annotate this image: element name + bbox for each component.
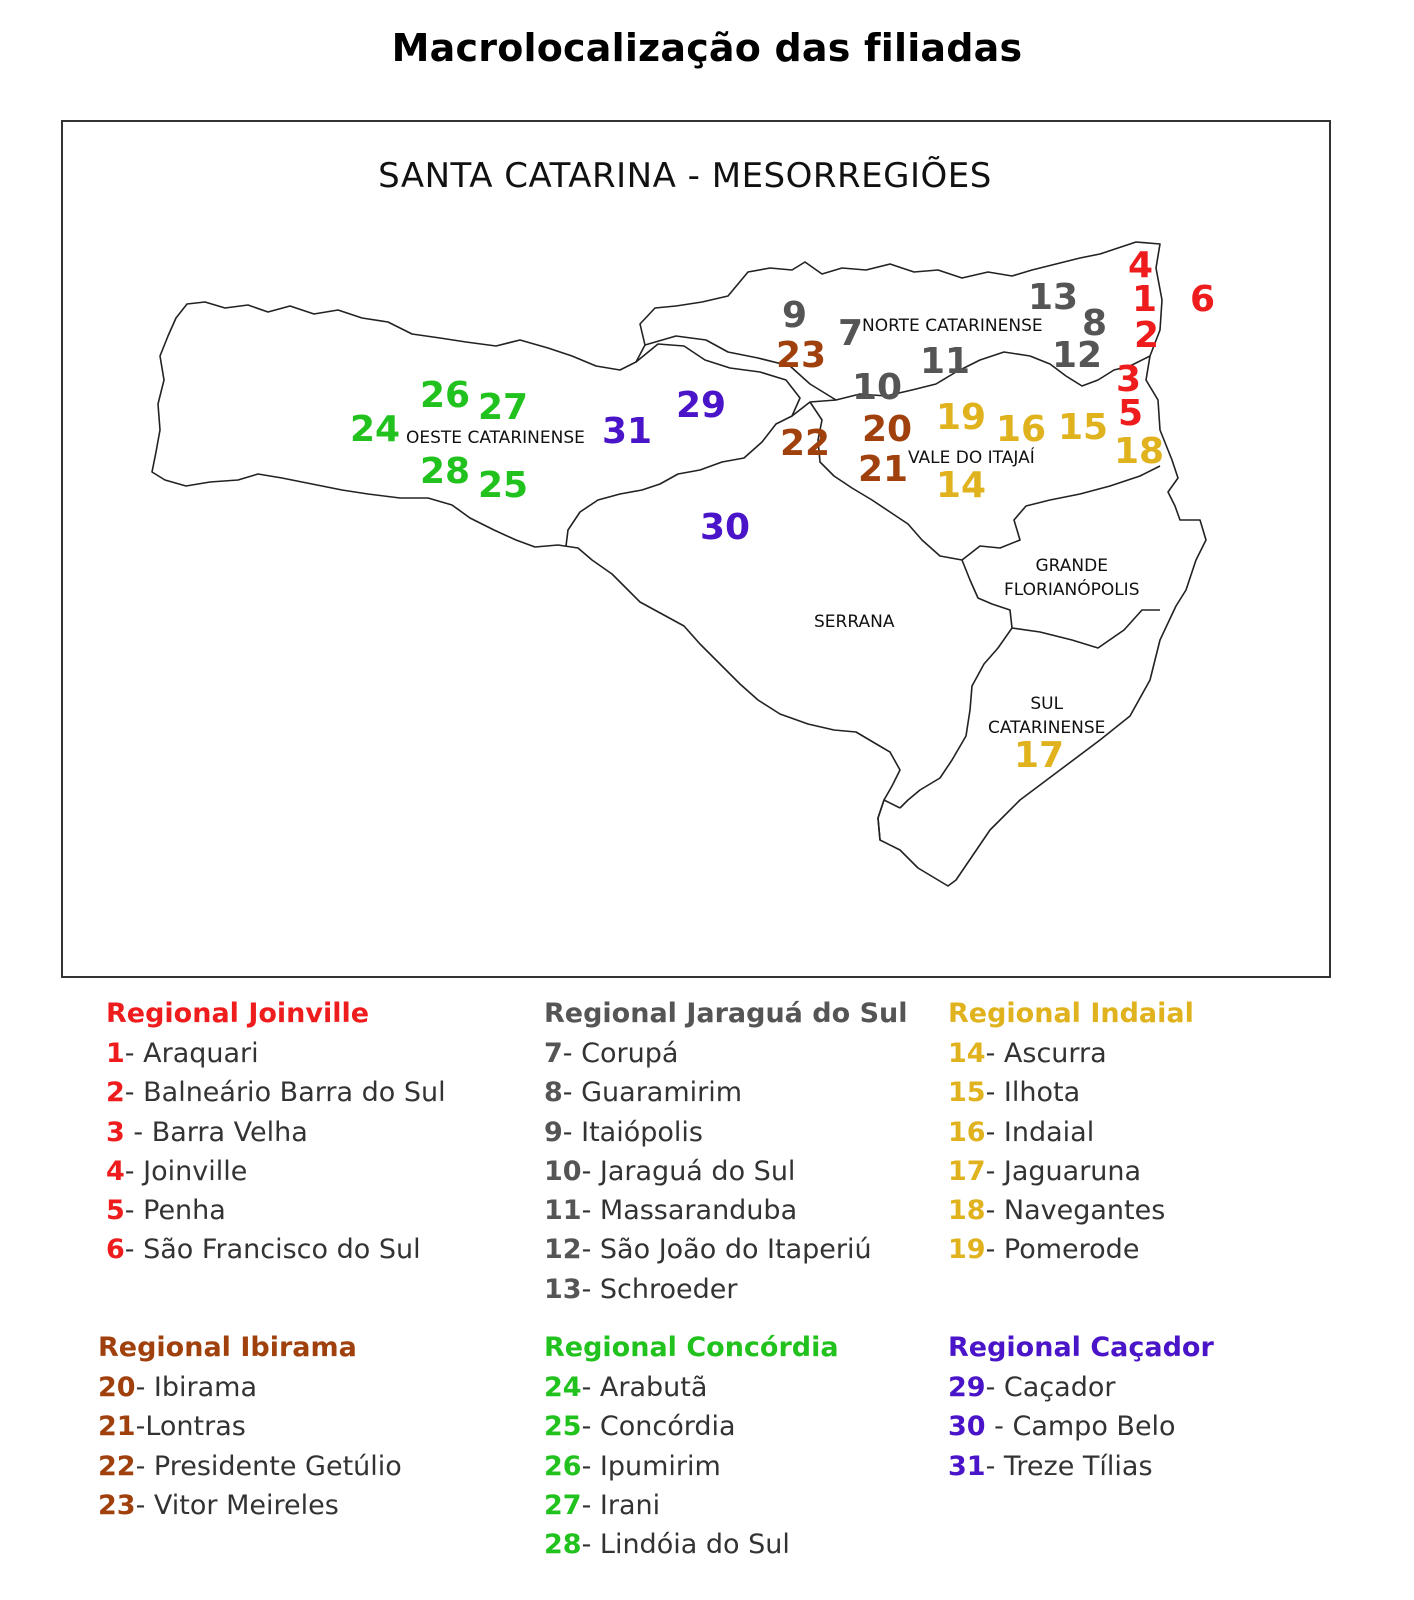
legend-item-number: 21 — [98, 1411, 136, 1443]
mesoregion-line: CATARINENSE — [988, 718, 1106, 738]
legend-item — [948, 1191, 1194, 1230]
legend-item — [544, 1270, 908, 1309]
legend-item — [544, 1230, 908, 1269]
legend-group-indaial — [948, 994, 1194, 1270]
mesoregion-label-norte — [862, 314, 1043, 338]
legend-item-name: - Joinville — [124, 1155, 248, 1187]
legend-group-cacador — [948, 1328, 1214, 1486]
map-marker-10: 10 — [852, 367, 903, 408]
legend-item — [544, 1525, 839, 1564]
legend-item — [948, 1368, 1214, 1407]
legend-item — [106, 1191, 446, 1230]
map-marker-12: 12 — [1052, 335, 1103, 376]
legend-item-name: - Jaguaruna — [985, 1155, 1142, 1187]
legend-item — [544, 1191, 908, 1230]
legend-item — [948, 1152, 1194, 1191]
legend-item — [544, 1073, 908, 1112]
map-marker-7: 7 — [838, 313, 864, 354]
legend-item-name: - São João do Itaperiú — [581, 1234, 872, 1266]
legend-item-number: 13 — [544, 1273, 582, 1305]
mesoregion-line: SUL — [1030, 694, 1064, 714]
map-marker-5: 5 — [1118, 393, 1144, 434]
mesoregion-line: OESTE CATARINENSE — [406, 428, 585, 448]
mesoregion-label-oeste — [406, 426, 585, 450]
map-marker-4: 4 — [1128, 245, 1154, 286]
legend-item-name: - Presidente Getúlio — [135, 1450, 402, 1482]
legend-item — [544, 1368, 839, 1407]
legend-item-number: 17 — [948, 1155, 986, 1187]
legend-item-name: - Concórdia — [581, 1411, 736, 1443]
legend-item-name: - Ascurra — [985, 1038, 1107, 1069]
mesoregion-line: NORTE CATARINENSE — [862, 316, 1043, 336]
map-marker-6: 6 — [1190, 279, 1216, 320]
legend-item — [98, 1407, 402, 1446]
legend-item — [544, 1152, 908, 1191]
legend-item-name: - Ipumirim — [581, 1450, 721, 1482]
map-marker-18: 18 — [1114, 431, 1165, 472]
mesoregion-label-sul — [988, 692, 1105, 740]
legend-group-jaragua — [544, 994, 908, 1309]
legend-item-number: 3 — [106, 1116, 125, 1148]
legend-item-number: 10 — [544, 1155, 582, 1187]
legend-item — [948, 1113, 1194, 1152]
legend-item-name: - São Francisco do Sul — [124, 1234, 421, 1266]
map-marker-23: 23 — [776, 335, 827, 376]
mesoregion-line: SERRANA — [814, 612, 895, 632]
legend-item-number: 6 — [106, 1234, 125, 1266]
legend-item-name: - Treze Tílias — [985, 1450, 1153, 1482]
map-marker-30: 30 — [700, 507, 751, 548]
map-marker-13: 13 — [1028, 277, 1079, 318]
legend-item — [544, 1447, 839, 1486]
legend-item-name: - Pomerode — [985, 1234, 1140, 1266]
legend-item-number: 22 — [98, 1450, 136, 1482]
legend-item-number: 24 — [544, 1372, 582, 1403]
legend-item — [948, 1034, 1194, 1073]
legend-item-number: 19 — [948, 1234, 986, 1266]
legend-item-number: 7 — [544, 1038, 563, 1069]
legend-item-name: - Lindóia do Sul — [581, 1529, 790, 1561]
map-marker-29: 29 — [676, 385, 727, 426]
legend-group-joinville — [106, 994, 446, 1270]
legend-item-name: - Jaraguá do Sul — [581, 1155, 796, 1187]
legend-item-number: 2 — [106, 1077, 125, 1109]
legend-item-number: 20 — [98, 1372, 136, 1403]
mesoregion-line: GRANDE — [1035, 556, 1108, 576]
legend-title: Regional Joinville — [106, 998, 370, 1029]
map-marker-22: 22 — [780, 423, 831, 464]
legend-item — [948, 1073, 1194, 1112]
legend-item-number: 5 — [106, 1195, 125, 1227]
legend-title: Regional Ibirama — [98, 1332, 357, 1363]
legend-item-number: 31 — [948, 1450, 986, 1482]
legend-item — [106, 1034, 446, 1073]
legend-item — [106, 1152, 446, 1191]
legend-item — [948, 1230, 1194, 1269]
legend-item — [948, 1447, 1214, 1486]
map-marker-19: 19 — [936, 397, 987, 438]
legend-item-name: - Araquari — [124, 1038, 259, 1069]
legend-item-name: - Penha — [124, 1195, 226, 1227]
legend-title: Regional Caçador — [948, 1332, 1214, 1363]
map-marker-2: 2 — [1134, 315, 1160, 356]
map-marker-17: 17 — [1014, 735, 1065, 776]
legend-group-ibirama — [98, 1328, 402, 1525]
legend-title: Regional Indaial — [948, 998, 1194, 1029]
legend-item — [98, 1368, 402, 1407]
map-marker-16: 16 — [996, 409, 1047, 450]
legend-item — [98, 1447, 402, 1486]
legend-item-name: -Lontras — [135, 1411, 246, 1443]
map-marker-24: 24 — [350, 409, 401, 450]
legend-item — [544, 1486, 839, 1525]
legend-item-number: 26 — [544, 1450, 582, 1482]
legend-item — [98, 1486, 402, 1525]
legend-item-name: - Barra Velha — [124, 1116, 308, 1148]
legend-item-name: - Irani — [581, 1489, 661, 1521]
legend-item-name: - Arabutã — [581, 1372, 708, 1403]
mesoregion-line: FLORIANÓPOLIS — [1004, 580, 1140, 600]
legend-item-number: 9 — [544, 1116, 563, 1148]
legend-item-name: - Ibirama — [135, 1372, 257, 1403]
legend-item — [106, 1073, 446, 1112]
legend-group-concordia — [544, 1328, 839, 1564]
map-marker-21: 21 — [858, 449, 909, 490]
legend-item-name: - Ilhota — [985, 1077, 1081, 1109]
legend-item-name: - Massaranduba — [581, 1195, 798, 1227]
legend-item-number: 30 — [948, 1411, 986, 1443]
legend-item-name: - Guaramirim — [562, 1077, 743, 1109]
legend-item-number: 23 — [98, 1489, 136, 1521]
legend-item-number: 11 — [544, 1195, 582, 1227]
legend-item-name: - Navegantes — [985, 1195, 1166, 1227]
legend-item-name: - Campo Belo — [985, 1411, 1176, 1443]
legend-item-number: 12 — [544, 1234, 582, 1266]
legend-item-number: 15 — [948, 1077, 986, 1109]
legend-item — [948, 1407, 1214, 1446]
map-marker-9: 9 — [782, 295, 808, 336]
legend-item-name: - Indaial — [985, 1116, 1095, 1148]
legend-item-name: - Vitor Meireles — [135, 1489, 339, 1521]
map-marker-27: 27 — [478, 387, 529, 428]
legend-item — [544, 1034, 908, 1073]
mesoregion-label-serrana — [814, 610, 894, 634]
map-title: SANTA CATARINA - MESORREGIÕES — [378, 156, 992, 196]
legend-item-number: 4 — [106, 1155, 125, 1187]
legend-item-number: 28 — [544, 1529, 582, 1561]
legend-item-number: 8 — [544, 1077, 563, 1109]
map-marker-20: 20 — [862, 409, 913, 450]
legend-item — [544, 1113, 908, 1152]
legend-item — [106, 1230, 446, 1269]
legend-title: Regional Jaraguá do Sul — [544, 998, 908, 1029]
legend-item — [106, 1113, 446, 1152]
map-marker-1: 1 — [1132, 279, 1158, 320]
legend-item-name: - Caçador — [985, 1372, 1116, 1403]
legend-item-number: 1 — [106, 1038, 125, 1069]
map-marker-11: 11 — [920, 341, 971, 382]
map-marker-3: 3 — [1116, 359, 1142, 400]
map-marker-25: 25 — [478, 465, 529, 506]
map-marker-28: 28 — [420, 451, 471, 492]
legend-item-number: 16 — [948, 1116, 986, 1148]
map-marker-31: 31 — [602, 411, 653, 452]
legend-item-number: 29 — [948, 1372, 986, 1403]
legend-item-name: - Corupá — [562, 1038, 679, 1069]
page-title: Macrolocalização das filiadas — [391, 26, 1023, 70]
legend-item-name: - Balneário Barra do Sul — [124, 1077, 446, 1109]
legend-item-number: 14 — [948, 1038, 986, 1069]
map-marker-14: 14 — [936, 465, 987, 506]
legend-title: Regional Concórdia — [544, 1332, 839, 1363]
legend-item-number: 25 — [544, 1411, 582, 1443]
mesoregion-label-grande — [1004, 554, 1140, 602]
legend-item — [544, 1407, 839, 1446]
legend-item-number: 18 — [948, 1195, 986, 1227]
map-marker-15: 15 — [1058, 407, 1109, 448]
legend-item-name: - Itaiópolis — [562, 1116, 703, 1148]
mesoregion-line: VALE DO ITAJAÍ — [908, 448, 1035, 468]
map-marker-8: 8 — [1082, 303, 1108, 344]
map-marker-26: 26 — [420, 375, 471, 416]
legend-item-name: - Schroeder — [581, 1273, 738, 1305]
legend-item-number: 27 — [544, 1489, 582, 1521]
